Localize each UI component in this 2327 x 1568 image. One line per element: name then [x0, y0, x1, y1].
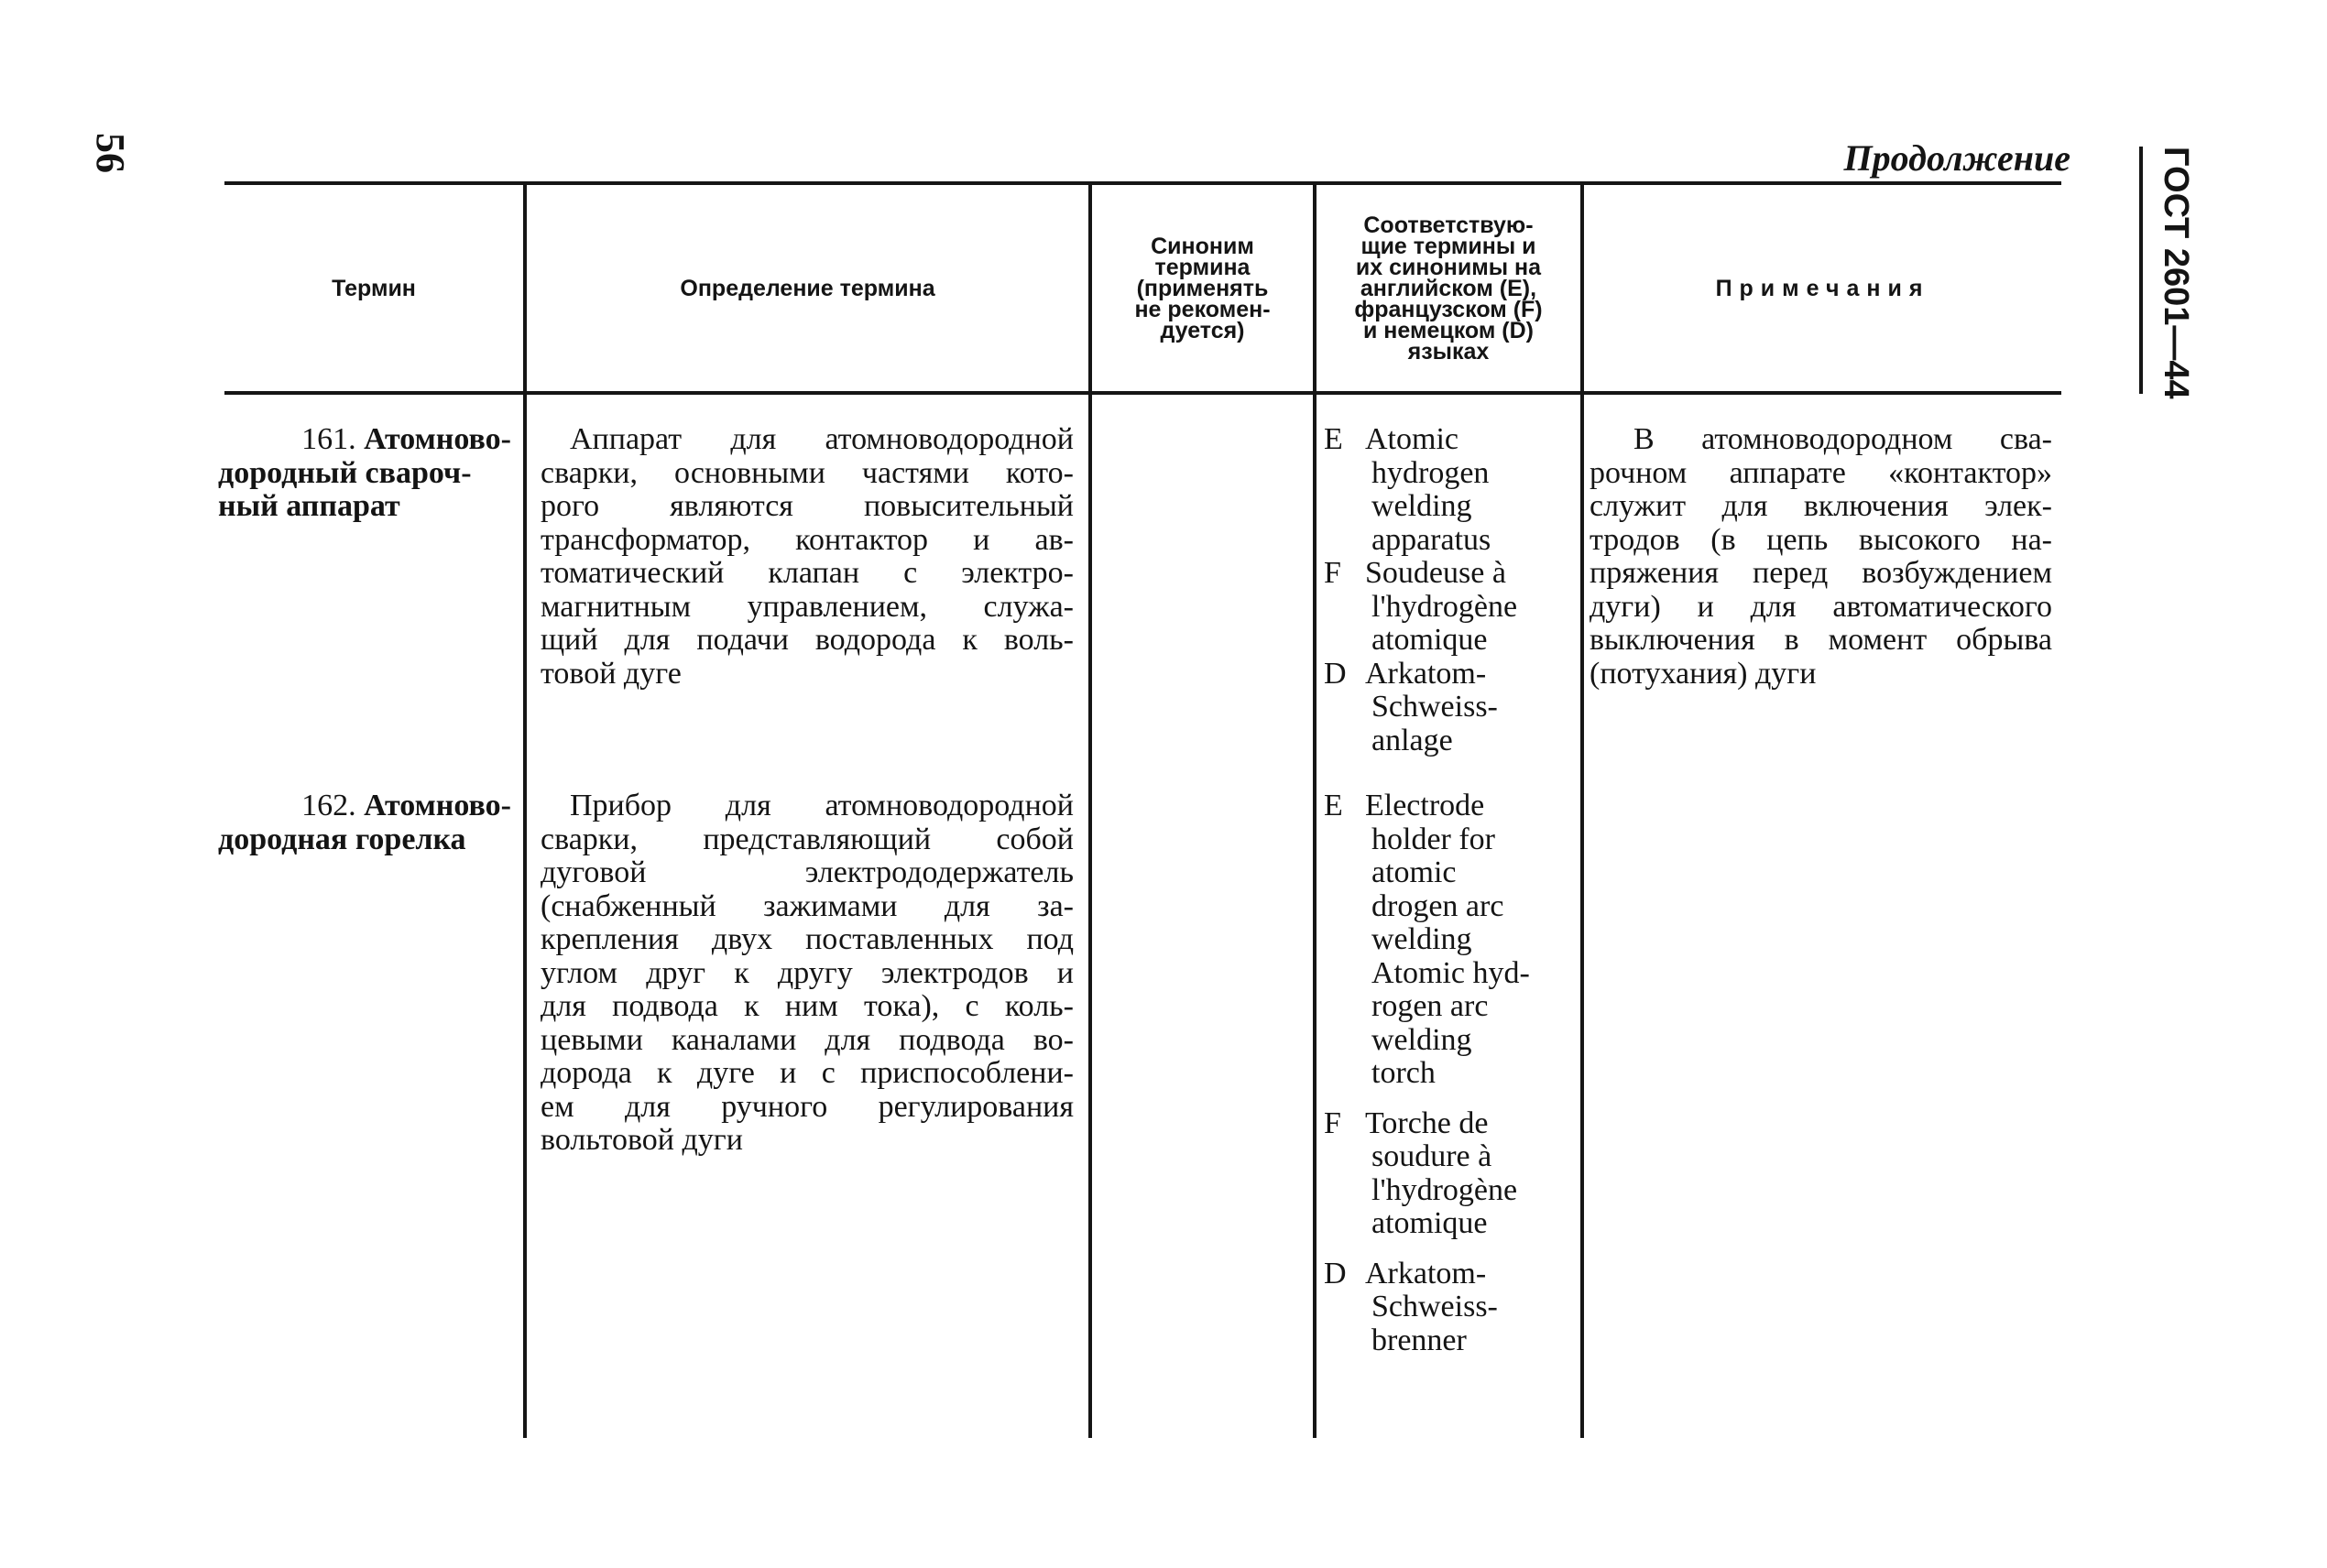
definition-line: дуговой электрододержатель [541, 855, 1074, 889]
equivalent-term-line: Electrode [1365, 789, 1485, 822]
language-code: D [1324, 656, 1347, 691]
definition-line: для подвода к ним тока), с коль- [541, 989, 1074, 1023]
equivalent-term-line: apparatus [1371, 522, 1491, 557]
equivalent-term-line: rogen arc [1371, 989, 1489, 1023]
language-code: F [1324, 1105, 1341, 1140]
definition-line: углом друг к другу электродов и [541, 955, 1074, 990]
equivalent-term-line: Schweiss- [1371, 1290, 1498, 1323]
language-code: E [1324, 422, 1343, 456]
equivalent-term-line: welding [1371, 489, 1472, 523]
definition-line: сварки, основными частями кото- [541, 455, 1074, 490]
header-synonym-line: не рекомен- [1134, 297, 1271, 322]
term-cell-161 [218, 423, 511, 524]
definition-line: томатический клапан с электро- [541, 556, 1074, 590]
definition-line: крепления двух поставленных под [541, 922, 1074, 956]
equivalent-term-line: hydrogen [1371, 455, 1490, 490]
header-equivalents-line: Соответствую- [1363, 212, 1534, 238]
header-equivalents [1316, 191, 1580, 387]
header-equivalents-line: языках [1407, 339, 1490, 365]
definition-cell-161 [541, 423, 1074, 691]
equivalent-term-line: anlage [1371, 723, 1453, 757]
header-bottom-rule [224, 391, 2061, 395]
definition-line: щий для подачи водорода к воль- [541, 623, 1074, 657]
header-notes-label: Примечания [1715, 276, 1930, 301]
equivalent-term-line: holder for [1371, 822, 1496, 856]
term-name-line: Атомново- [364, 789, 511, 822]
equivalent-term-line: Arkatom- [1365, 656, 1487, 691]
definition-line: трансформатор, контактор и ав- [541, 522, 1074, 557]
language-code: E [1324, 789, 1343, 822]
header-synonym-line: Синоним [1151, 234, 1254, 259]
equivalent-term-line: Atomic hyd- [1371, 955, 1530, 990]
equivalent-term-line: l'hydrogène [1371, 589, 1518, 624]
standard-number: ГОСТ 2601—44 [2157, 147, 2195, 399]
note-line: тродов (в цепь высокого на- [1590, 522, 2052, 557]
term-name-line: Атомново- [364, 422, 511, 456]
equivalent-term-line: atomique [1371, 623, 1488, 657]
note-line: рочном аппарате «контактор» [1590, 455, 2052, 490]
header-top-rule [224, 181, 2061, 185]
definition-line: магнитным управлением, служа- [541, 589, 1074, 624]
term-number: 162. [301, 789, 356, 822]
definition-line: Аппарат для атомноводородной [570, 422, 1074, 456]
header-equivalents-line: их синонимы на [1355, 255, 1542, 280]
header-definition [527, 191, 1088, 387]
standard-side-rule [2139, 147, 2143, 394]
note-line: служит для включения элек- [1590, 489, 2052, 523]
equivalent-term-line: welding [1371, 922, 1472, 956]
definition-line: (снабженный зажимами для за- [541, 888, 1074, 923]
definition-line: Прибор для атомноводородной [570, 789, 1074, 822]
term-name-line: дородный свароч- [218, 455, 472, 490]
definition-line: вольтовой дуги [541, 1123, 743, 1157]
header-equivalents-line: и немецком (D) [1362, 318, 1534, 343]
note-line: (потухания) дуги [1590, 656, 1817, 691]
definition-line: дорода к дуге и с приспособлени- [541, 1056, 1074, 1090]
equivalent-term-line: brenner [1371, 1323, 1467, 1357]
equivalent-term-line: Schweiss- [1371, 690, 1498, 724]
term-number: 161. [301, 422, 356, 456]
term-cell-162 [218, 789, 511, 856]
definition-line: цевыми каналами для подвода во- [541, 1022, 1074, 1057]
equivalent-term-line: atomique [1371, 1206, 1488, 1240]
header-synonym [1092, 191, 1313, 387]
header-notes [1584, 191, 2061, 387]
equivalent-term-line: Atomic [1365, 422, 1458, 456]
definition-line: товой дуге [541, 656, 682, 691]
header-equivalents-line: французском (F) [1354, 297, 1543, 322]
equivalent-term-line: atomic [1371, 855, 1457, 889]
definition-line: сварки, представляющий собой [541, 822, 1074, 856]
equivalents-cell-161 [1324, 423, 1571, 757]
note-line: В атомноводородном сва- [1633, 422, 2052, 456]
definition-line: ем для ручного регулирования [541, 1089, 1074, 1124]
continuation-label: Продолжение [1843, 137, 2070, 179]
equivalent-term-line: drogen arc [1371, 888, 1504, 923]
equivalents-cell-162 [1324, 789, 1571, 1357]
note-cell-161 [1590, 423, 2052, 691]
equivalent-term-line: welding [1371, 1022, 1472, 1057]
term-name-line: ный аппарат [218, 489, 400, 523]
header-synonym-line: дуется) [1160, 318, 1245, 343]
header-equivalents-line: английском (E), [1360, 276, 1537, 301]
definition-line: рого являются повысительный [541, 489, 1074, 523]
header-synonym-line: (применять [1136, 276, 1269, 301]
language-code: D [1324, 1256, 1347, 1290]
header-term [224, 191, 523, 387]
equivalent-term-line: Soudeuse à [1365, 556, 1506, 590]
note-line: выключения в момент обрыва [1590, 623, 2052, 657]
note-line: пряжения перед возбуждением [1590, 556, 2052, 590]
equivalent-term-line: l'hydrogène [1371, 1172, 1518, 1207]
definition-cell-162 [541, 789, 1074, 1158]
header-synonym-line: термина [1154, 255, 1251, 280]
language-code: F [1324, 556, 1341, 590]
equivalent-term-line: torch [1371, 1056, 1436, 1090]
equivalent-term-line: soudure à [1371, 1139, 1492, 1173]
header-definition-label: Определение термина [680, 276, 935, 301]
note-line: дуги) и для автоматического [1590, 589, 2052, 624]
term-name-line: дородная горелка [218, 822, 466, 856]
header-equivalents-line: щие термины и [1360, 234, 1536, 259]
page-number: 56 [88, 133, 133, 173]
equivalent-term-line: Torche de [1365, 1105, 1489, 1140]
header-term-label: Термин [332, 276, 416, 301]
equivalent-term-line: Arkatom- [1365, 1256, 1487, 1290]
